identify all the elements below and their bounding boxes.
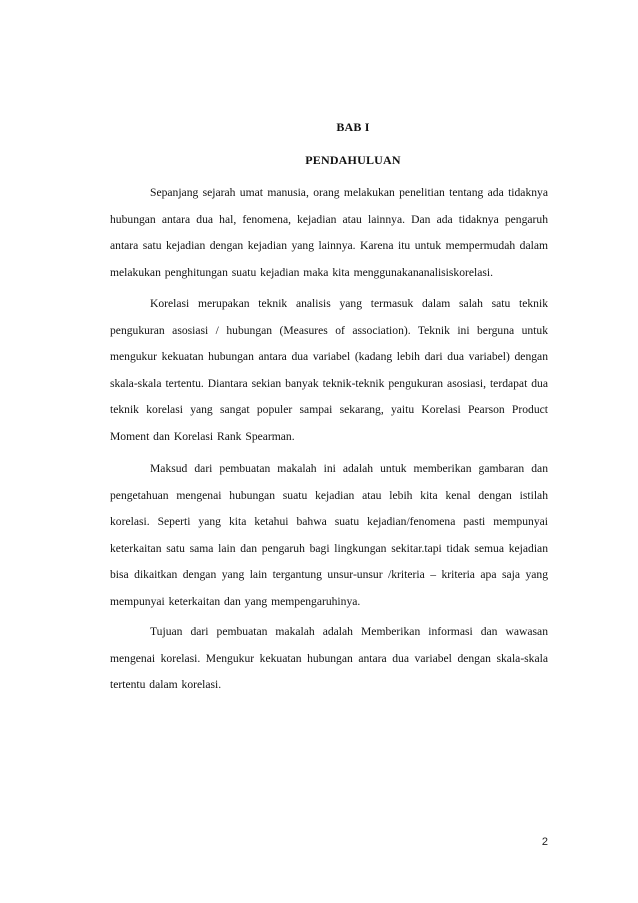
paragraph-1: Sepanjang sejarah umat manusia, orang melakukan penelitian tentang ada tidaknya hubungan antara dua hal, fenomena, kejadian atau lainnya. Dan ada tidaknya pengaruh antara satu kejadian dengan kejadian yang lainnya. Karena itu untuk mempermudah dalam melakukan penghitungan suatu kejadian maka kita menggunakananalisiskorelasi. bbox=[110, 186, 548, 279]
paragraph-4: Tujuan dari pembuatan makalah adalah Memberikan informasi dan wawasan mengenai korelasi. Mengukur kekuatan hubungan antara dua variabel dengan skala-skala tertentu dalam korelasi. bbox=[110, 625, 548, 691]
paragraph-3: Maksud dari pembuatan makalah ini adalah untuk memberikan gambaran dan pengetahuan mengenai hubungan suatu kejadian atau lebih kita kenal dengan istilah korelasi. Seperti yang kita ketahui bahwa suatu kejadian/fenomena pasti mempunyai keterkaitan satu sama lain dan pengaruh bagi lingkungan sekitar.tapi tidak semua kejadian bisa dikaitkan dengan yang lain tergantung unsur-unsur /kriteria – kriteria apa saja yang mempunyai keterkaitan dan yang mempengaruhinya. bbox=[110, 462, 548, 608]
body-text bbox=[110, 180, 548, 704]
chapter-title: PENDAHULUAN bbox=[305, 153, 401, 167]
chapter-label: BAB I bbox=[336, 120, 370, 134]
page-number: 2 bbox=[541, 836, 548, 848]
paragraph-2: Korelasi merupakan teknik analisis yang termasuk dalam salah satu teknik pengukuran asosiasi / hubungan (Measures of association). Teknik ini berguna untuk mengukur kekuatan hubungan antara dua variabel (kadang lebih dari dua variabel) dengan skala-skala tertentu. Diantara sekian banyak teknik-teknik pengukuran asosiasi, terdapat dua teknik korelasi yang sangat populer sampai sekarang, yaitu Korelasi Pearson Product Moment dan Korelasi Rank Spearman. bbox=[110, 297, 548, 443]
